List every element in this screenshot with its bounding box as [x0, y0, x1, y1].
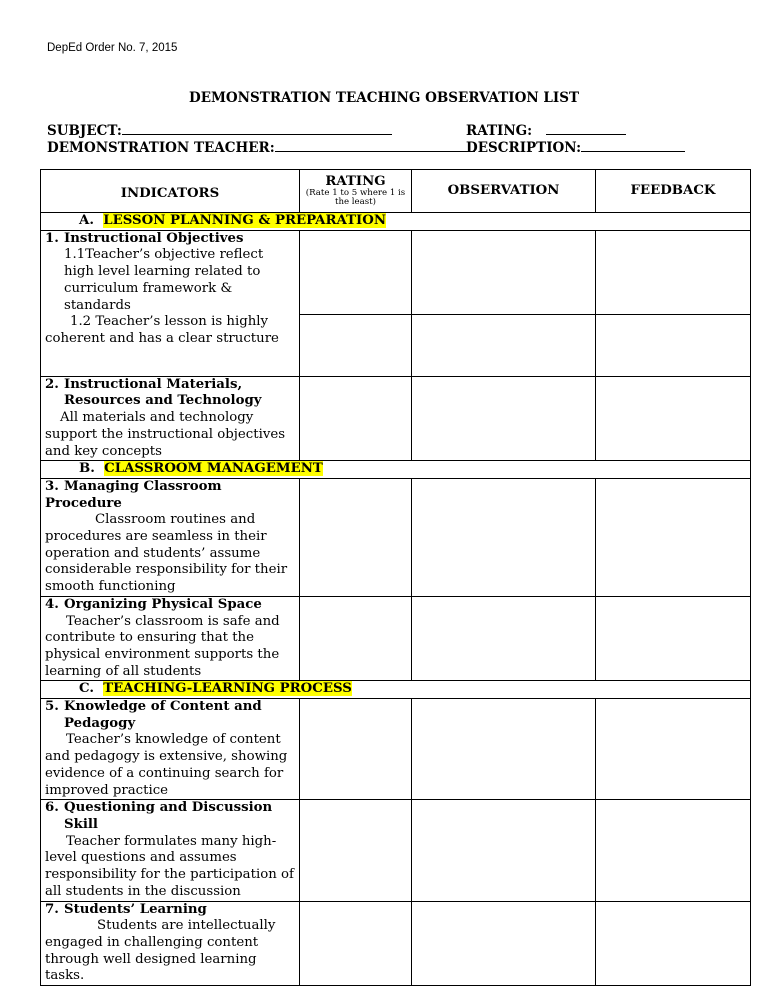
section-row — [41, 461, 751, 479]
header-feedback: FEEDBACK — [596, 170, 751, 213]
rating-blank[interactable] — [546, 122, 626, 135]
subject-label: SUBJECT: — [47, 123, 122, 139]
indicator-desc-rest: and pedagogy is extensive, showing evidence of a continuing search for improved practice — [45, 749, 288, 798]
rating-cell[interactable] — [300, 376, 412, 461]
rating-cell[interactable] — [300, 596, 412, 681]
indicator-desc-first: Students are intellectually — [97, 918, 276, 934]
indicator-cell — [41, 596, 300, 681]
feedback-cell[interactable] — [596, 800, 751, 901]
table-row — [41, 478, 751, 596]
indicator-sub-2-first: 1.2 Teacher’s lesson is highly — [70, 314, 269, 330]
indicator-number: 5. — [45, 699, 59, 715]
indicator-sub-1: 1.1Teacher’s objective reflect high level learning related to curriculum framework & standards — [64, 247, 264, 313]
indicator-title: Knowledge of Content and — [64, 699, 262, 715]
indicator-number: 7. — [45, 901, 59, 917]
indicator-desc-first: Classroom routines and — [95, 512, 256, 528]
indicator-title-cont: Pedagogy — [64, 715, 136, 731]
indicator-cell — [41, 478, 300, 596]
section-row — [41, 681, 751, 699]
order-number: DepEd Order No. 7, 2015 — [47, 42, 178, 54]
observation-cell[interactable] — [412, 478, 596, 596]
indicator-number: 4. — [45, 596, 59, 612]
indicator-number: 2. — [45, 376, 59, 392]
observation-cell[interactable] — [412, 699, 596, 800]
indicator-title: Questioning and Discussion — [64, 800, 273, 816]
feedback-cell[interactable] — [596, 699, 751, 800]
feedback-cell[interactable] — [596, 376, 751, 461]
section-title: CLASSROOM MANAGEMENT — [104, 461, 323, 477]
description-field[interactable] — [466, 139, 685, 156]
section-title: TEACHING-LEARNING PROCESS — [103, 681, 352, 697]
indicator-cell — [41, 901, 300, 986]
rating-header-subtext: (Rate 1 to 5 where 1 is the least) — [305, 187, 406, 207]
header-indicators: INDICATORS — [41, 170, 300, 213]
indicator-desc-first: Teacher’s classroom is safe and — [66, 613, 280, 629]
observation-cell[interactable] — [412, 596, 596, 681]
indicator-title: Students’ Learning — [64, 901, 207, 917]
section-b — [41, 461, 751, 479]
observation-cell[interactable] — [412, 314, 596, 376]
table-row — [41, 230, 751, 314]
indicator-number: 3. — [45, 478, 59, 494]
rating-cell[interactable] — [300, 314, 412, 376]
page-title: DEMONSTRATION TEACHING OBSERVATION LIST — [188, 90, 580, 106]
description-blank[interactable] — [581, 139, 685, 152]
feedback-cell[interactable] — [596, 230, 751, 314]
indicator-title-cont: Resources and Technology — [64, 393, 262, 409]
table-row — [41, 699, 751, 800]
header-observation: OBSERVATION — [412, 170, 596, 213]
indicator-title-cont: Skill — [64, 817, 98, 832]
table-row — [41, 596, 751, 681]
section-letter: B. — [79, 461, 95, 477]
indicator-cell — [41, 376, 300, 461]
indicator-desc-rest: support the instructional objectives and key concepts — [45, 426, 286, 459]
observation-cell[interactable] — [412, 901, 596, 986]
subject-field[interactable] — [47, 122, 392, 139]
header-row — [41, 170, 751, 213]
observation-cell[interactable] — [412, 376, 596, 461]
indicator-desc-first: Teacher’s knowledge of content — [66, 732, 281, 748]
table-row — [41, 901, 751, 986]
indicator-number: 1. — [45, 230, 59, 246]
indicator-desc-first: All materials and technology — [60, 410, 254, 426]
observation-cell[interactable] — [412, 230, 596, 314]
table-row — [41, 314, 751, 376]
indicator-desc-rest: contribute to ensuring that the physical environment supports the learning of all students — [45, 630, 280, 679]
indicator-desc-rest: procedures are seamless in their operation and students’ assume considerable responsibility for their smooth functioning — [45, 529, 288, 595]
indicator-title: Organizing Physical Space — [64, 596, 262, 612]
rating-header-text: RATING — [325, 173, 386, 189]
table-row — [41, 800, 751, 901]
indicator-sub-2-rest: coherent and has a clear structure — [45, 330, 279, 346]
table-row — [41, 376, 751, 461]
teacher-field[interactable] — [47, 139, 475, 156]
rating-cell[interactable] — [300, 478, 412, 596]
feedback-cell[interactable] — [596, 478, 751, 596]
teacher-blank[interactable] — [275, 139, 475, 152]
indicator-cell — [41, 314, 300, 376]
indicator-number: 6. — [45, 800, 59, 816]
observation-cell[interactable] — [412, 800, 596, 901]
section-c — [41, 681, 751, 699]
rating-cell[interactable] — [300, 230, 412, 314]
indicator-title: Instructional Materials, — [64, 376, 243, 392]
feedback-cell[interactable] — [596, 901, 751, 986]
indicator-cell — [41, 800, 300, 901]
section-title: LESSON PLANNING & PREPARATION — [103, 213, 386, 228]
rating-label: RATING: — [466, 123, 533, 139]
subject-blank[interactable] — [122, 122, 392, 135]
header-rating — [300, 170, 412, 213]
observation-table — [40, 169, 750, 986]
indicator-cell — [41, 699, 300, 800]
indicator-title: Instructional Objectives — [64, 230, 244, 246]
indicator-cell — [41, 230, 300, 314]
indicator-title: Managing Classroom Procedure — [45, 478, 222, 511]
indicator-desc-rest: engaged in challenging content through well designed learning tasks. — [45, 934, 259, 984]
rating-cell[interactable] — [300, 800, 412, 901]
feedback-cell[interactable] — [596, 314, 751, 376]
section-a — [41, 213, 751, 231]
feedback-cell[interactable] — [596, 596, 751, 681]
teacher-label: DEMONSTRATION TEACHER: — [47, 140, 275, 156]
section-row — [41, 213, 751, 231]
section-letter: A. — [79, 213, 94, 228]
description-label: DESCRIPTION: — [466, 140, 582, 156]
section-letter: C. — [79, 681, 94, 697]
indicator-desc-rest: level questions and assumes responsibility for the participation of all students in the discussion — [45, 850, 294, 899]
rating-field[interactable] — [466, 122, 626, 139]
rating-cell[interactable] — [300, 699, 412, 800]
indicator-desc-first: Teacher formulates many high- — [66, 833, 277, 849]
rating-cell[interactable] — [300, 901, 412, 986]
